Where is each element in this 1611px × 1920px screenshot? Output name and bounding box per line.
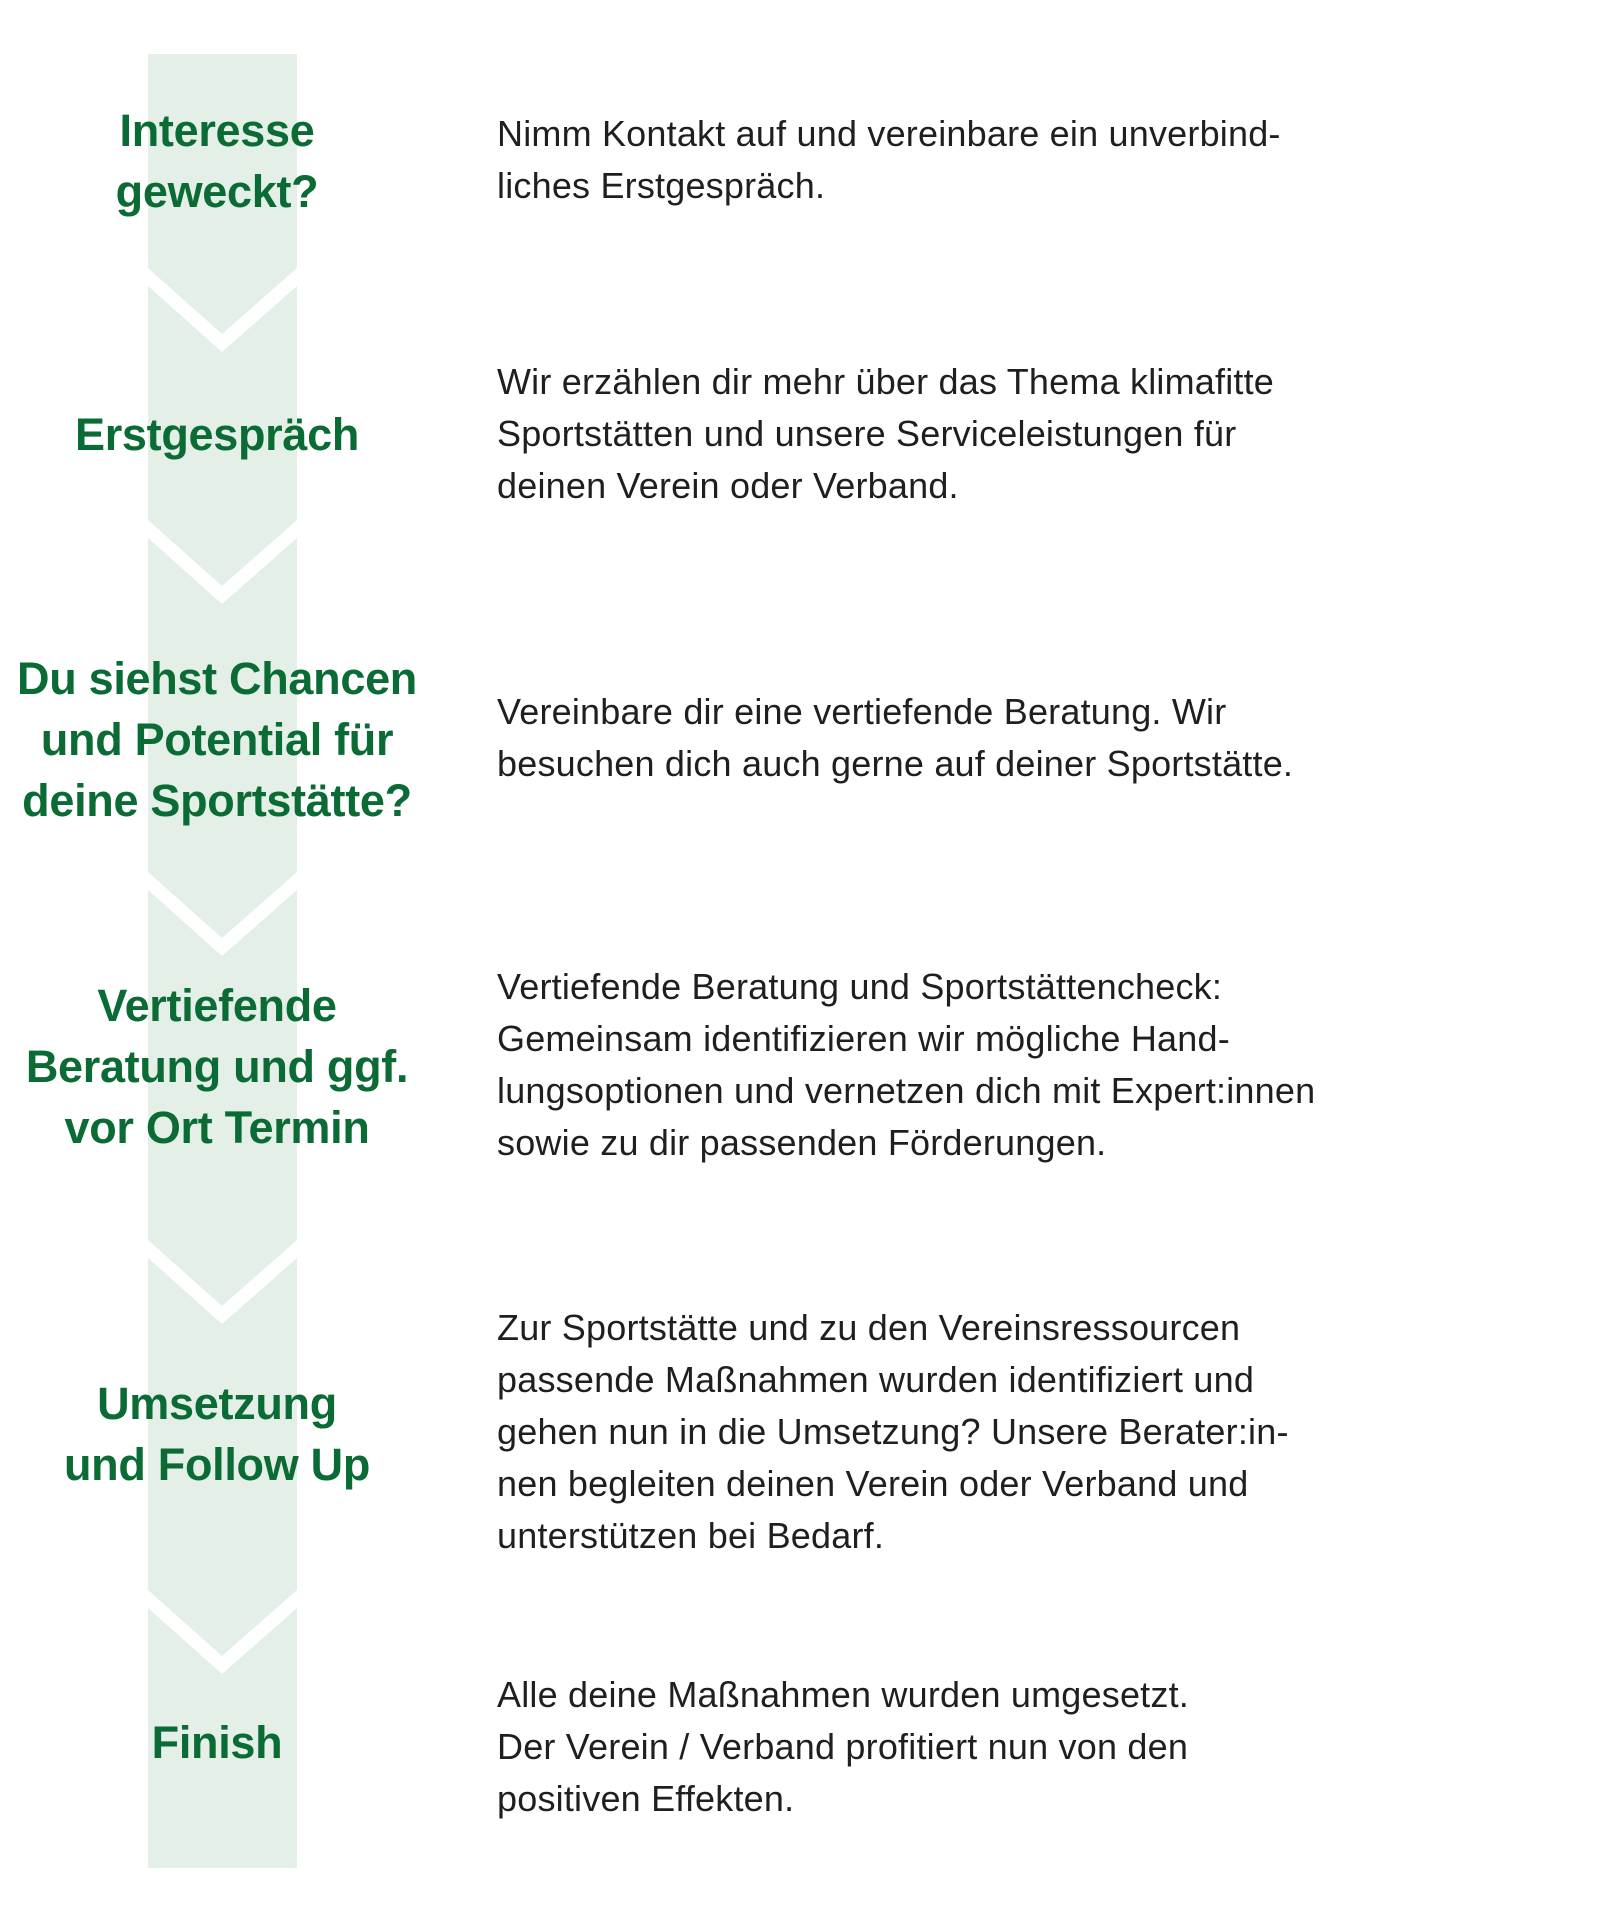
- step-title-line: Erstgespräch: [74, 409, 360, 460]
- step-text-erstgespraech: [497, 356, 1557, 512]
- step-title-line: vor Ort Termin: [64, 1102, 370, 1153]
- step-title-interesse: [0, 100, 434, 222]
- step-text-line: Alle deine Maßnahmen wurden umgesetzt.: [497, 1674, 1189, 1715]
- step-text-finish: [497, 1669, 1557, 1825]
- step-text-line: Der Verein / Verband profitiert nun von den: [497, 1726, 1189, 1767]
- step-title-line: Du siehst Chancen: [17, 653, 417, 704]
- step-title-finish: [0, 1712, 434, 1773]
- step-title-erstgespraech: [0, 404, 434, 465]
- step-title-line: Beratung und ggf.: [25, 1041, 409, 1092]
- step-title-line: Interesse: [119, 105, 315, 156]
- step-title-line: und Potential für: [40, 714, 394, 765]
- step-title-chancen: [0, 648, 434, 831]
- step-text-line: Sportstätten und unsere Serviceleistungen für: [497, 413, 1237, 454]
- step-text-vertiefende-beratung: [497, 961, 1557, 1169]
- step-title-umsetzung: [0, 1373, 434, 1495]
- step-text-line: nen begleiten deinen Verein oder Verband und: [497, 1463, 1249, 1504]
- step-title-line: Finish: [151, 1717, 283, 1768]
- step-text-line: lungsoptionen und vernetzen dich mit Expert:innen: [497, 1070, 1316, 1111]
- step-text-chancen: [497, 686, 1557, 790]
- step-title-line: geweckt?: [115, 166, 319, 217]
- step-text-line: Vereinbare dir eine vertiefende Beratung. Wir: [497, 691, 1227, 732]
- step-text-line: unterstützen bei Bedarf.: [497, 1515, 885, 1556]
- step-title-line: Vertiefende: [97, 980, 337, 1031]
- step-text-line: deinen Verein oder Verband.: [497, 465, 959, 506]
- step-text-line: Gemeinsam identifizieren wir mögliche Hand-: [497, 1018, 1230, 1059]
- step-title-line: Umsetzung: [97, 1378, 337, 1429]
- chevron-band: [148, 54, 297, 1868]
- step-text-line: sowie zu dir passenden Förderungen.: [497, 1122, 1107, 1163]
- step-text-line: liches Erstgespräch.: [497, 165, 826, 206]
- step-text-line: besuchen dich auch gerne auf deiner Sportstätte.: [497, 743, 1294, 784]
- step-text-line: passende Maßnahmen wurden identifiziert und: [497, 1359, 1255, 1400]
- step-text-line: Nimm Kontakt auf und vereinbare ein unverbind-: [497, 113, 1281, 154]
- step-text-interesse: [497, 108, 1557, 212]
- step-title-line: und Follow Up: [63, 1439, 371, 1490]
- step-text-umsetzung: [497, 1302, 1557, 1562]
- step-text-line: Zur Sportstätte und zu den Vereinsressourcen: [497, 1307, 1241, 1348]
- step-title-vertiefende-beratung: [0, 975, 434, 1158]
- step-text-line: gehen nun in die Umsetzung? Unsere Berater:in-: [497, 1411, 1289, 1452]
- step-text-line: Vertiefende Beratung und Sportstättencheck:: [497, 966, 1223, 1007]
- step-text-line: positiven Effekten.: [497, 1778, 795, 1819]
- step-title-line: deine Sportstätte?: [22, 775, 412, 826]
- step-text-line: Wir erzählen dir mehr über das Thema klimafitte: [497, 361, 1275, 402]
